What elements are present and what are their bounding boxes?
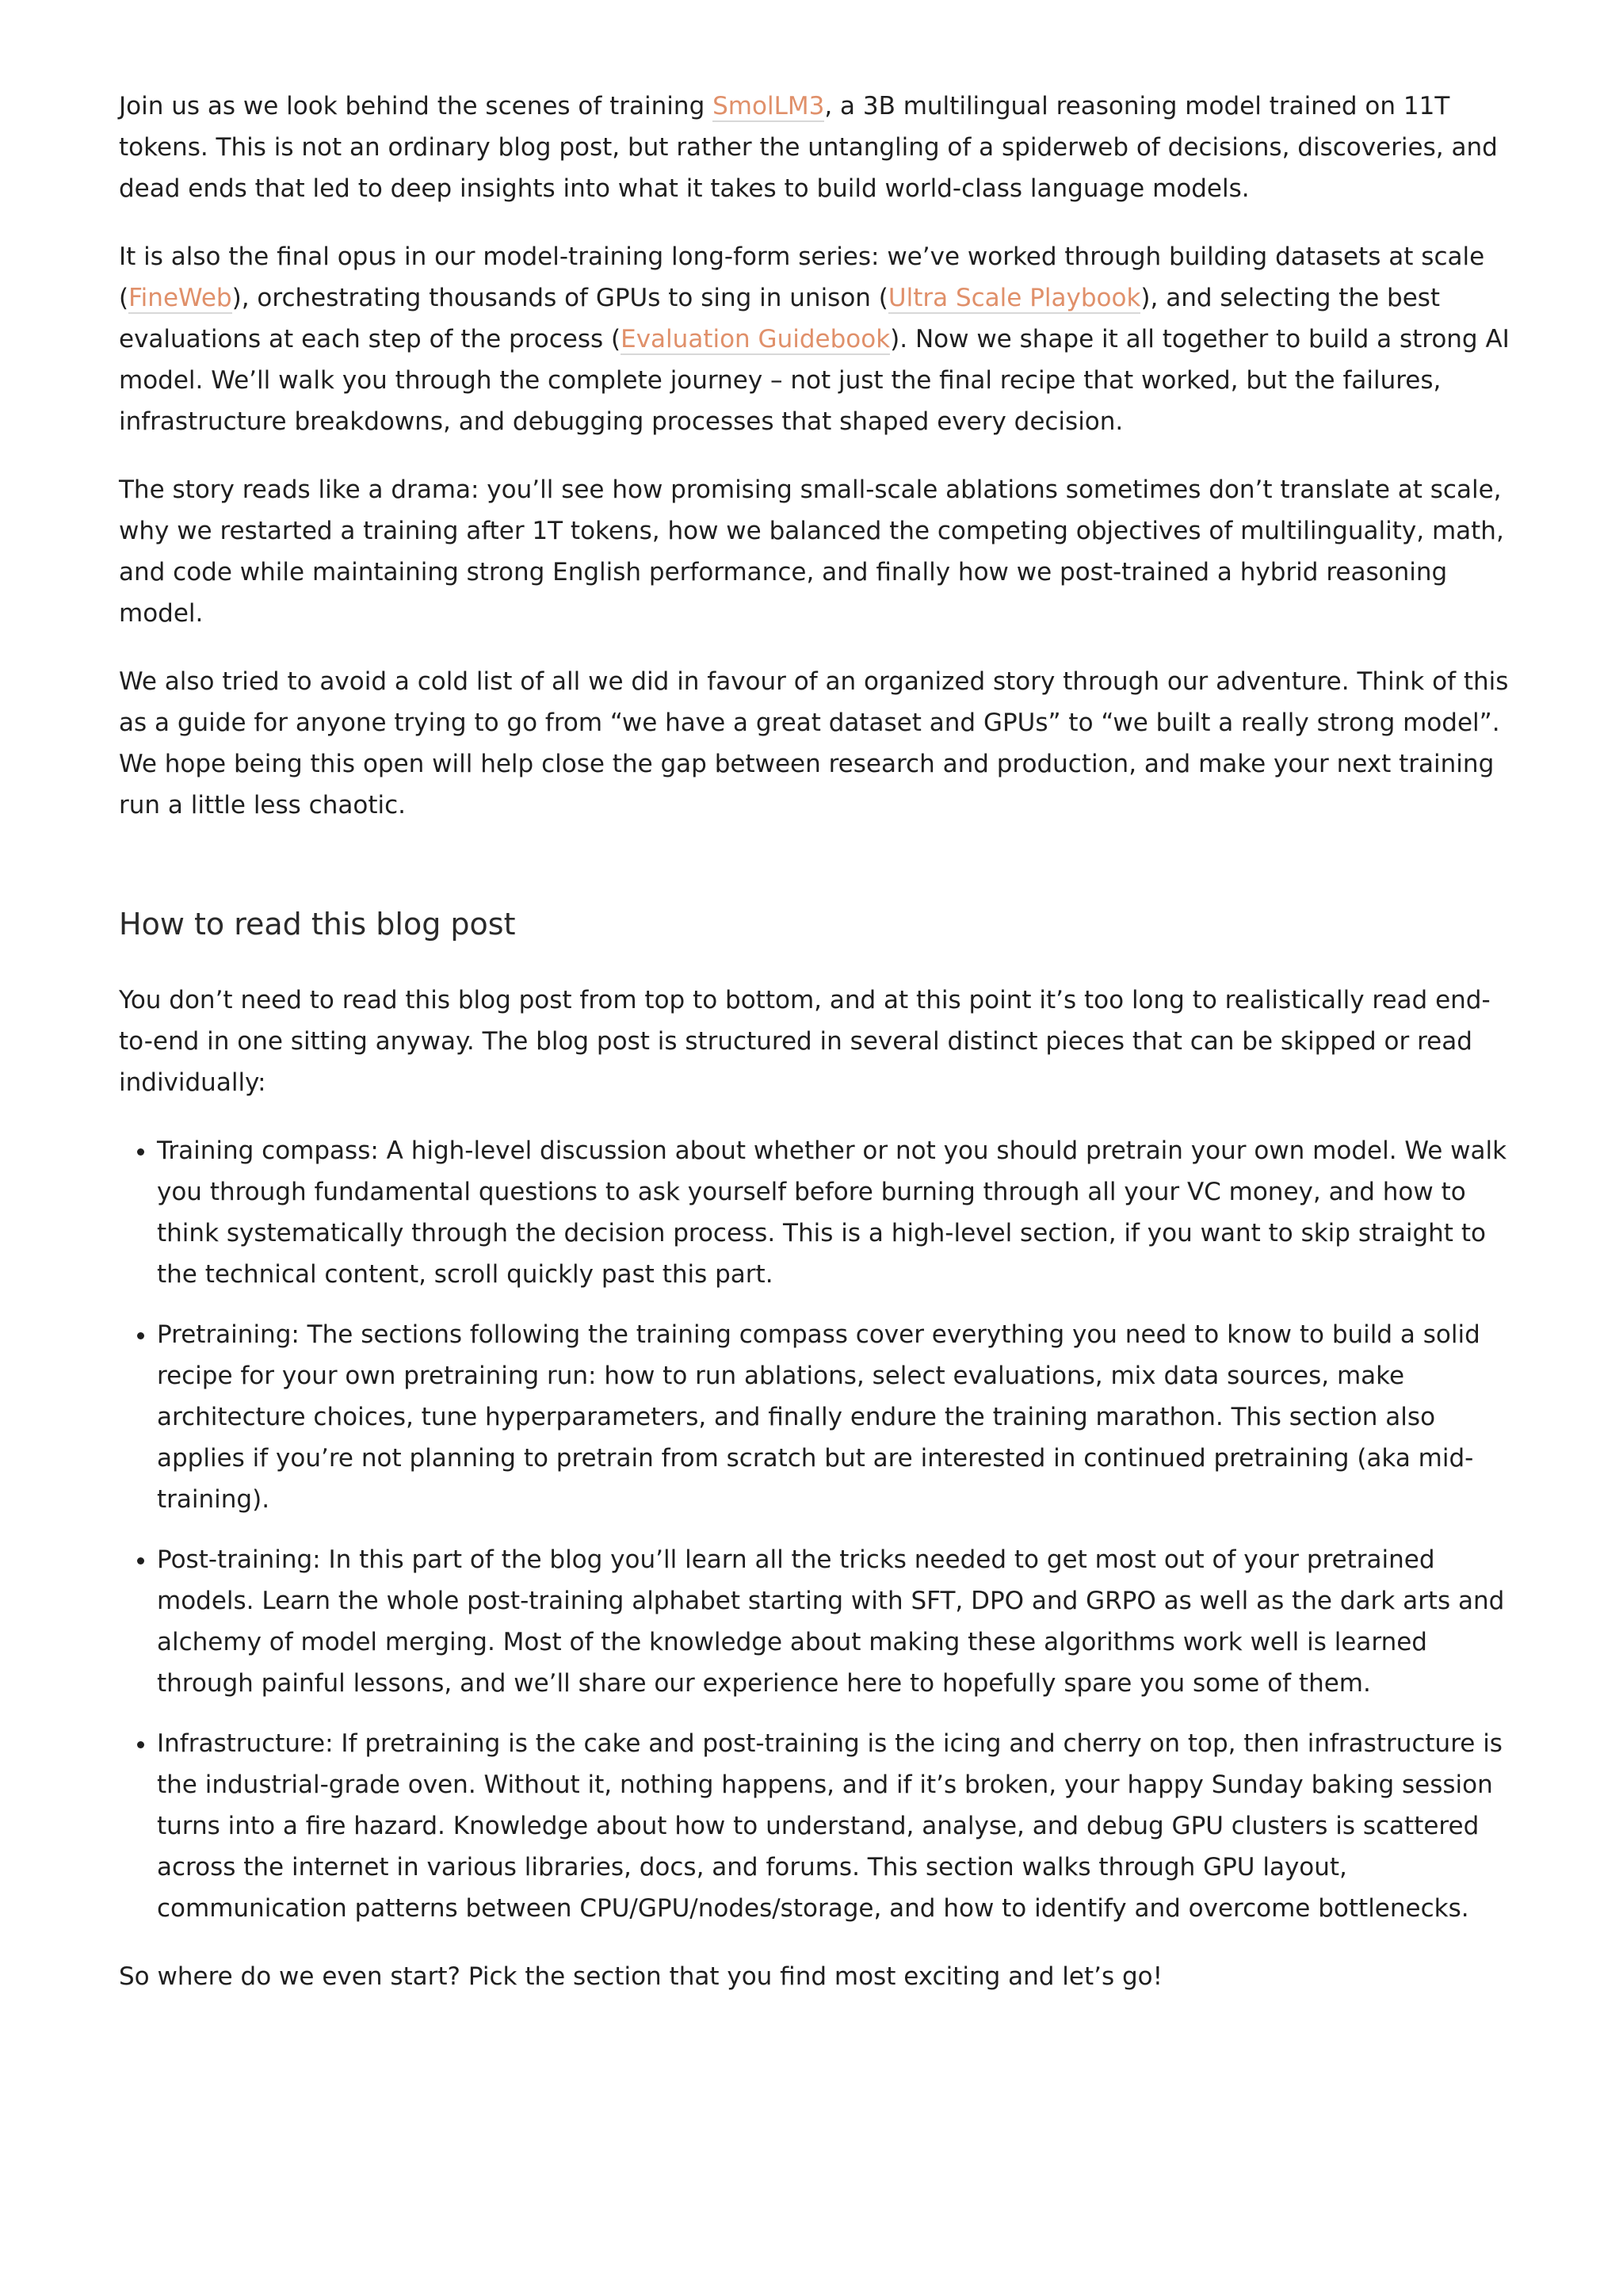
- list-item-post-training: • Post-training: In this part of the blog you’ll learn all the tricks needed to get most out of your pretrained models. Learn the whole post-training alphabet starting with SFT, DPO and GRPO as well as the dark arts and alchemy of model merging. Most of the knowledge about making these algorithms work well is learned through painful lessons, and we’ll share our experience here to hopefully spare you some of them.: [157, 1539, 1514, 1704]
- ultra-scale-playbook-link[interactable]: Ultra Scale Playbook: [888, 284, 1141, 312]
- fineweb-link[interactable]: FineWeb: [128, 284, 232, 312]
- list-item-infrastructure: • Infrastructure: If pretraining is the cake and post-training is the icing and cherry on top, then infrastructure is the industrial-grade oven. Without it, nothing happens, and if it’s broken, your happy Sunday baking session turns into a fire hazard. Knowledge about how to understand, analyse, and debug GPU clusters is scattered across the internet in various libraries, docs, and forums. This section walks through GPU layout, communication patterns between CPU/GPU/nodes/storage, and how to identify and overcome bottlenecks.: [157, 1723, 1514, 1929]
- sections-list: [119, 1130, 1514, 1929]
- intro-paragraph-4: We also tried to avoid a cold list of all we did in favour of an organized story through our adventure. Think of this as a guide for anyone trying to go from “we have a great dataset and GPUs” to “we built a really strong model”. We hope being this open will help close the gap between research and production, and make your next training run a little less chaotic.: [119, 667, 1509, 819]
- closing-paragraph: So where do we even start? Pick the section that you find most exciting and let’s go!: [119, 1962, 1163, 1991]
- intro-paragraph-3: The story reads like a drama: you’ll see how promising small-scale ablations sometimes don’t translate at scale, why we restarted a training after 1T tokens, how we balanced the competing objectives of multilinguality, math, and code while maintaining strong English performance, and finally how we post-trained a hybrid reasoning model.: [119, 476, 1504, 628]
- list-item-pretraining: • Pretraining: The sections following the training compass cover everything you need to know to build a solid recipe for your own pretraining run: how to run ablations, select evaluations, mix data sources, make architecture choices, tune hyperparameters, and finally endure the training marathon. This section also applies if you’re not planning to pretrain from scratch but are interested in continued pretraining (aka mid-training).: [157, 1314, 1514, 1520]
- smollm3-link[interactable]: SmolLM3: [712, 92, 825, 120]
- intro-paragraph-2: It is also the final opus in our model-training long-form series: we’ve worked through building datasets at scale (FineWeb), orchestrating thousands of GPUs to sing in unison (Ultra Scale Playbook), and selecting the best evaluations at each step of the process (Evaluation Guidebook). Now we shape it all together to build a strong AI model. We’ll walk you through the complete journey – not just the final recipe that worked, but the failures, infrastructure breakdowns, and debugging processes that shaped every decision.: [119, 243, 1510, 436]
- list-item-training-compass: • Training compass: A high-level discussion about whether or not you should pretrain your own model. We walk you through fundamental questions to ask yourself before burning through all your VC money, and how to think systematically through the decision process. This is a high-level section, if you want to skip straight to the technical content, scroll quickly past this part.: [157, 1130, 1514, 1295]
- article-body: [119, 86, 1514, 2024]
- section-intro-paragraph: You don’t need to read this blog post from top to bottom, and at this point it’s too long to realistically read end-to-end in one sitting anyway. The blog post is structured in several distinct pieces that can be skipped or read individually:: [119, 986, 1491, 1097]
- evaluation-guidebook-link[interactable]: Evaluation Guidebook: [621, 325, 891, 353]
- section-heading: How to read this blog post: [119, 907, 516, 942]
- intro-paragraph-1: Join us as we look behind the scenes of training SmolLM3, a 3B multilingual reasoning model trained on 11T tokens. This is not an ordinary blog post, but rather the untangling of a spiderweb of decisions, discoveries, and dead ends that led to deep insights into what it takes to build world-class language models.: [119, 92, 1498, 203]
